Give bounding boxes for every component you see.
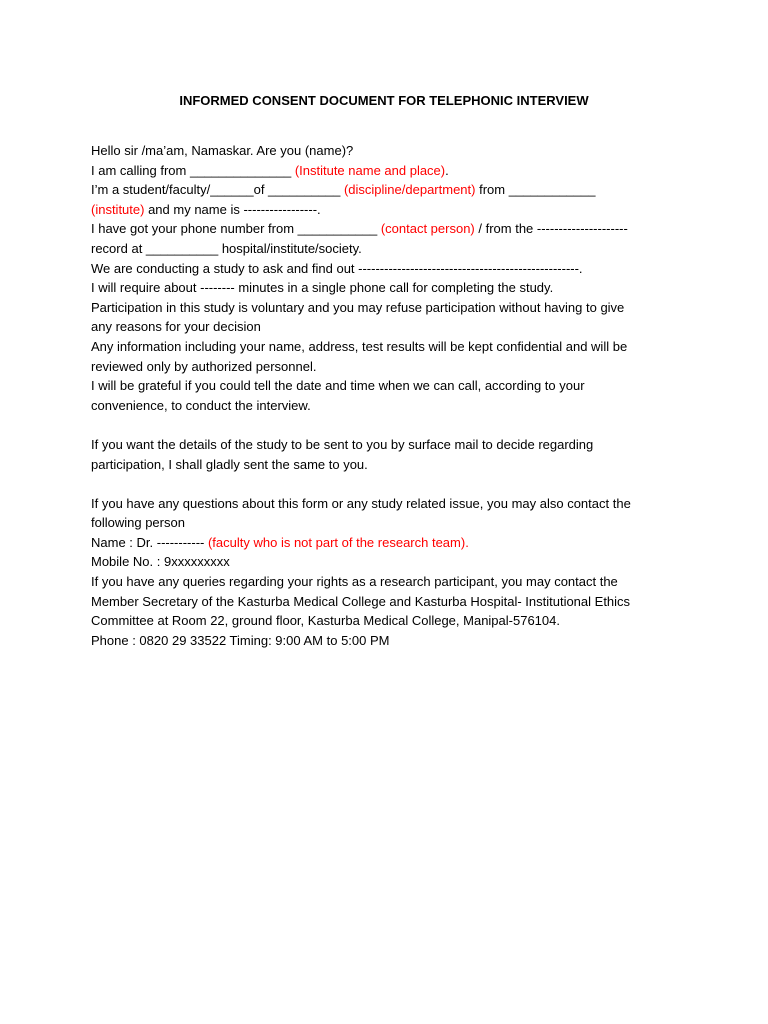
mobile-line: Mobile No. : 9xxxxxxxxx: [91, 554, 230, 570]
confidential-line-2: reviewed only by authorized personnel.: [91, 358, 317, 374]
phone-source-end: / from the ---------------------: [474, 221, 628, 237]
document-title: INFORMED CONSENT DOCUMENT FOR TELEPHONIC INTERVIEW: [179, 93, 589, 108]
rights-line-2: Member Secretary of the Kasturba Medical College and Kasturba Hospital- Institutional Ethics: [91, 593, 631, 609]
phone-source-line: [91, 219, 681, 239]
mail-line-2: participation, I shall gladly sent the same to you.: [91, 456, 368, 472]
institute-placeholder: (Institute name and place): [294, 162, 446, 178]
calling-from-end: .: [445, 162, 449, 178]
paragraph-spacer: [91, 474, 681, 494]
schedule-line-2: convenience, to conduct the interview.: [91, 397, 311, 413]
contact-person-placeholder: (contact person): [380, 221, 475, 237]
contact-name-line: [91, 533, 681, 553]
duration-line: I will require about -------- minutes in a single phone call for completing the study.: [91, 280, 554, 296]
phone-timing-line: Phone : 0820 29 33522 Timing: 9:00 AM to 5:00 PM: [91, 632, 390, 648]
confidential-line-1: Any information including your name, address, test results will be kept confidential and will be: [91, 338, 628, 354]
faculty-placeholder: (faculty who is not part of the research team).: [207, 534, 469, 550]
calling-from-line: [91, 161, 681, 181]
role-text: I’m a student/faculty/______of __________: [91, 182, 344, 198]
questions-line-2: following person: [91, 515, 185, 531]
institute-short-placeholder: (institute): [91, 201, 145, 217]
consent-body: [91, 141, 681, 650]
contact-name-text: Name : Dr. -----------: [91, 534, 208, 550]
discipline-placeholder: (discipline/department): [343, 182, 476, 198]
rights-line-1: If you have any queries regarding your rights as a research participant, you may contact the: [91, 574, 618, 590]
voluntary-line-2: any reasons for your decision: [91, 319, 261, 335]
mail-line-1: If you want the details of the study to be sent to you by surface mail to decide regarding: [91, 436, 594, 452]
rights-line-3: Committee at Room 22, ground floor, Kasturba Medical College, Manipal-576104.: [91, 613, 560, 629]
paragraph-spacer: [91, 415, 681, 435]
name-text: and my name is -----------------.: [144, 201, 321, 217]
record-line: record at __________ hospital/institute/society.: [91, 240, 362, 256]
greeting-line: Hello sir /ma’am, Namaskar. Are you (name)?: [91, 143, 354, 158]
questions-line-1: If you have any questions about this form or any study related issue, you may also contact the: [91, 495, 631, 511]
role-from-text: from ____________: [475, 182, 596, 198]
phone-source-text: I have got your phone number from ___________: [91, 221, 381, 237]
role-line: [91, 180, 681, 200]
voluntary-line-1: Participation in this study is voluntary and you may refuse participation without having to give: [91, 299, 625, 315]
study-purpose-line: We are conducting a study to ask and find out ---------------------------------------------------.: [91, 260, 583, 276]
name-line: [91, 200, 681, 220]
schedule-line-1: I will be grateful if you could tell the date and time when we can call, according to your: [91, 378, 585, 394]
calling-from-text: I am calling from ______________: [91, 162, 295, 178]
